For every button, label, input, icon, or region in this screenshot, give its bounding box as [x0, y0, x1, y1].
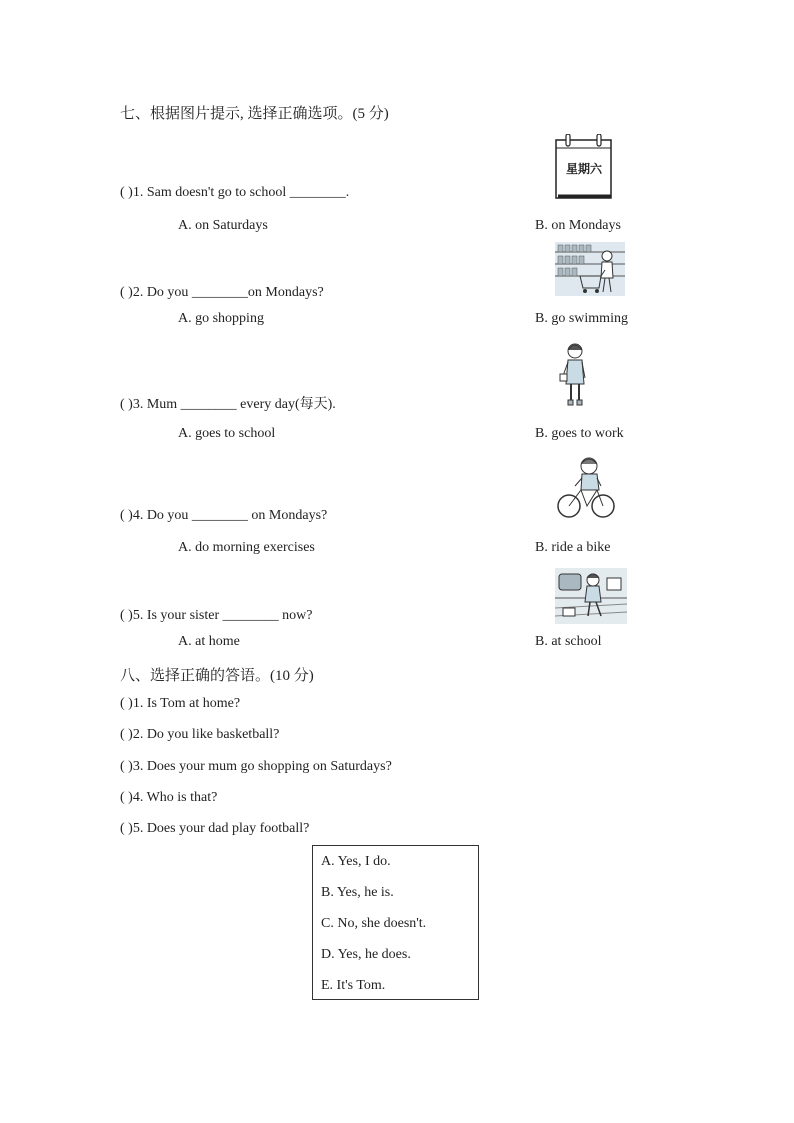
woman-picture [558, 342, 592, 408]
answer-a: A. Yes, I do. [321, 854, 391, 869]
shopping-illustration-icon [555, 242, 625, 296]
s8-question-4: ( )4. Who is that? [120, 790, 218, 805]
bike-illustration-icon [555, 456, 617, 520]
s7-q5-option-a: A. at home [178, 634, 240, 649]
s7-q3-option-a: A. goes to school [178, 426, 276, 441]
s7-q4-option-a: A. do morning exercises [178, 540, 315, 555]
s8-question-3: ( )3. Does your mum go shopping on Saturdays? [120, 759, 392, 774]
calendar-text: 星期六 [565, 162, 602, 176]
s7-q2-option-b: B. go swimming [535, 311, 628, 326]
s7-q5-option-b: B. at school [535, 634, 602, 649]
s8-question-1: ( )1. Is Tom at home? [120, 696, 241, 711]
answer-d: D. Yes, he does. [321, 947, 411, 962]
s7-question-3: ( )3. Mum ________ every day(每天). [120, 397, 336, 412]
s7-q1-option-a: A. on Saturdays [178, 218, 268, 233]
calendar-picture [554, 134, 614, 200]
s8-question-2: ( )2. Do you like basketball? [120, 727, 280, 742]
s7-question-5: ( )5. Is your sister ________ now? [120, 608, 313, 623]
s7-q3-option-b: B. goes to work [535, 426, 624, 441]
s7-q1-option-b: B. on Mondays [535, 218, 621, 233]
answer-b: B. Yes, he is. [321, 885, 394, 900]
answer-c: C. No, she doesn't. [321, 916, 427, 931]
s8-question-5: ( )5. Does your dad play football? [120, 821, 310, 836]
s7-question-4: ( )4. Do you ________ on Mondays? [120, 508, 328, 523]
section7-heading: 七、根据图片提示, 选择正确选项。(5 分) [120, 106, 389, 122]
section8-heading: 八、选择正确的答语。(10 分) [120, 668, 314, 684]
s7-q4-option-b: B. ride a bike [535, 540, 611, 555]
shopping-picture [555, 242, 625, 296]
answer-e: E. It's Tom. [321, 978, 386, 993]
woman-illustration-icon [558, 342, 592, 408]
home-illustration-icon [555, 568, 627, 624]
home-picture [555, 568, 627, 624]
answers-box [312, 845, 479, 1000]
s7-question-1: ( )1. Sam doesn't go to school ________. [120, 185, 350, 200]
s7-question-2: ( )2. Do you ________on Mondays? [120, 285, 324, 300]
s7-q2-option-a: A. go shopping [178, 311, 264, 326]
bike-picture [555, 456, 617, 520]
